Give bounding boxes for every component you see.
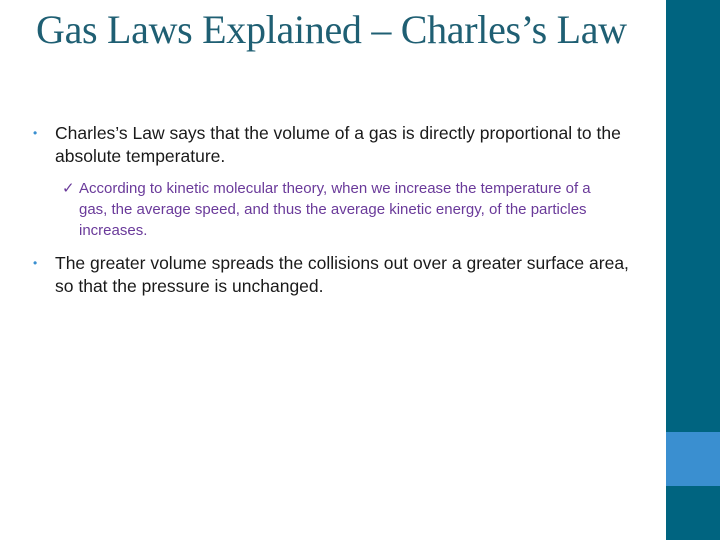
check-mark-icon: ✓: [62, 180, 75, 197]
bullet-dot-icon: •: [33, 256, 38, 270]
sub-bullet-text: According to kinetic molecular theory, when we increase the temperature of a gas, the average speed, and thus the average kinetic energy, of the particles increases.: [79, 180, 591, 239]
bullet-text: The greater volume spreads the collisions out over a greater surface area, so that the pressure is unchanged.: [55, 253, 629, 296]
slide-title: Gas Laws Explained – Charles’s Law: [36, 7, 627, 52]
bullet-text: Charles’s Law says that the volume of a gas is directly proportional to the absolute temperature.: [55, 123, 621, 166]
bullet-item: [30, 122, 630, 168]
sidebar-accent-block: [666, 432, 720, 486]
bullet-item: [30, 252, 630, 298]
slide-body: [30, 122, 630, 298]
sub-bullet-item: [62, 178, 599, 241]
bullet-dot-icon: •: [33, 126, 38, 140]
